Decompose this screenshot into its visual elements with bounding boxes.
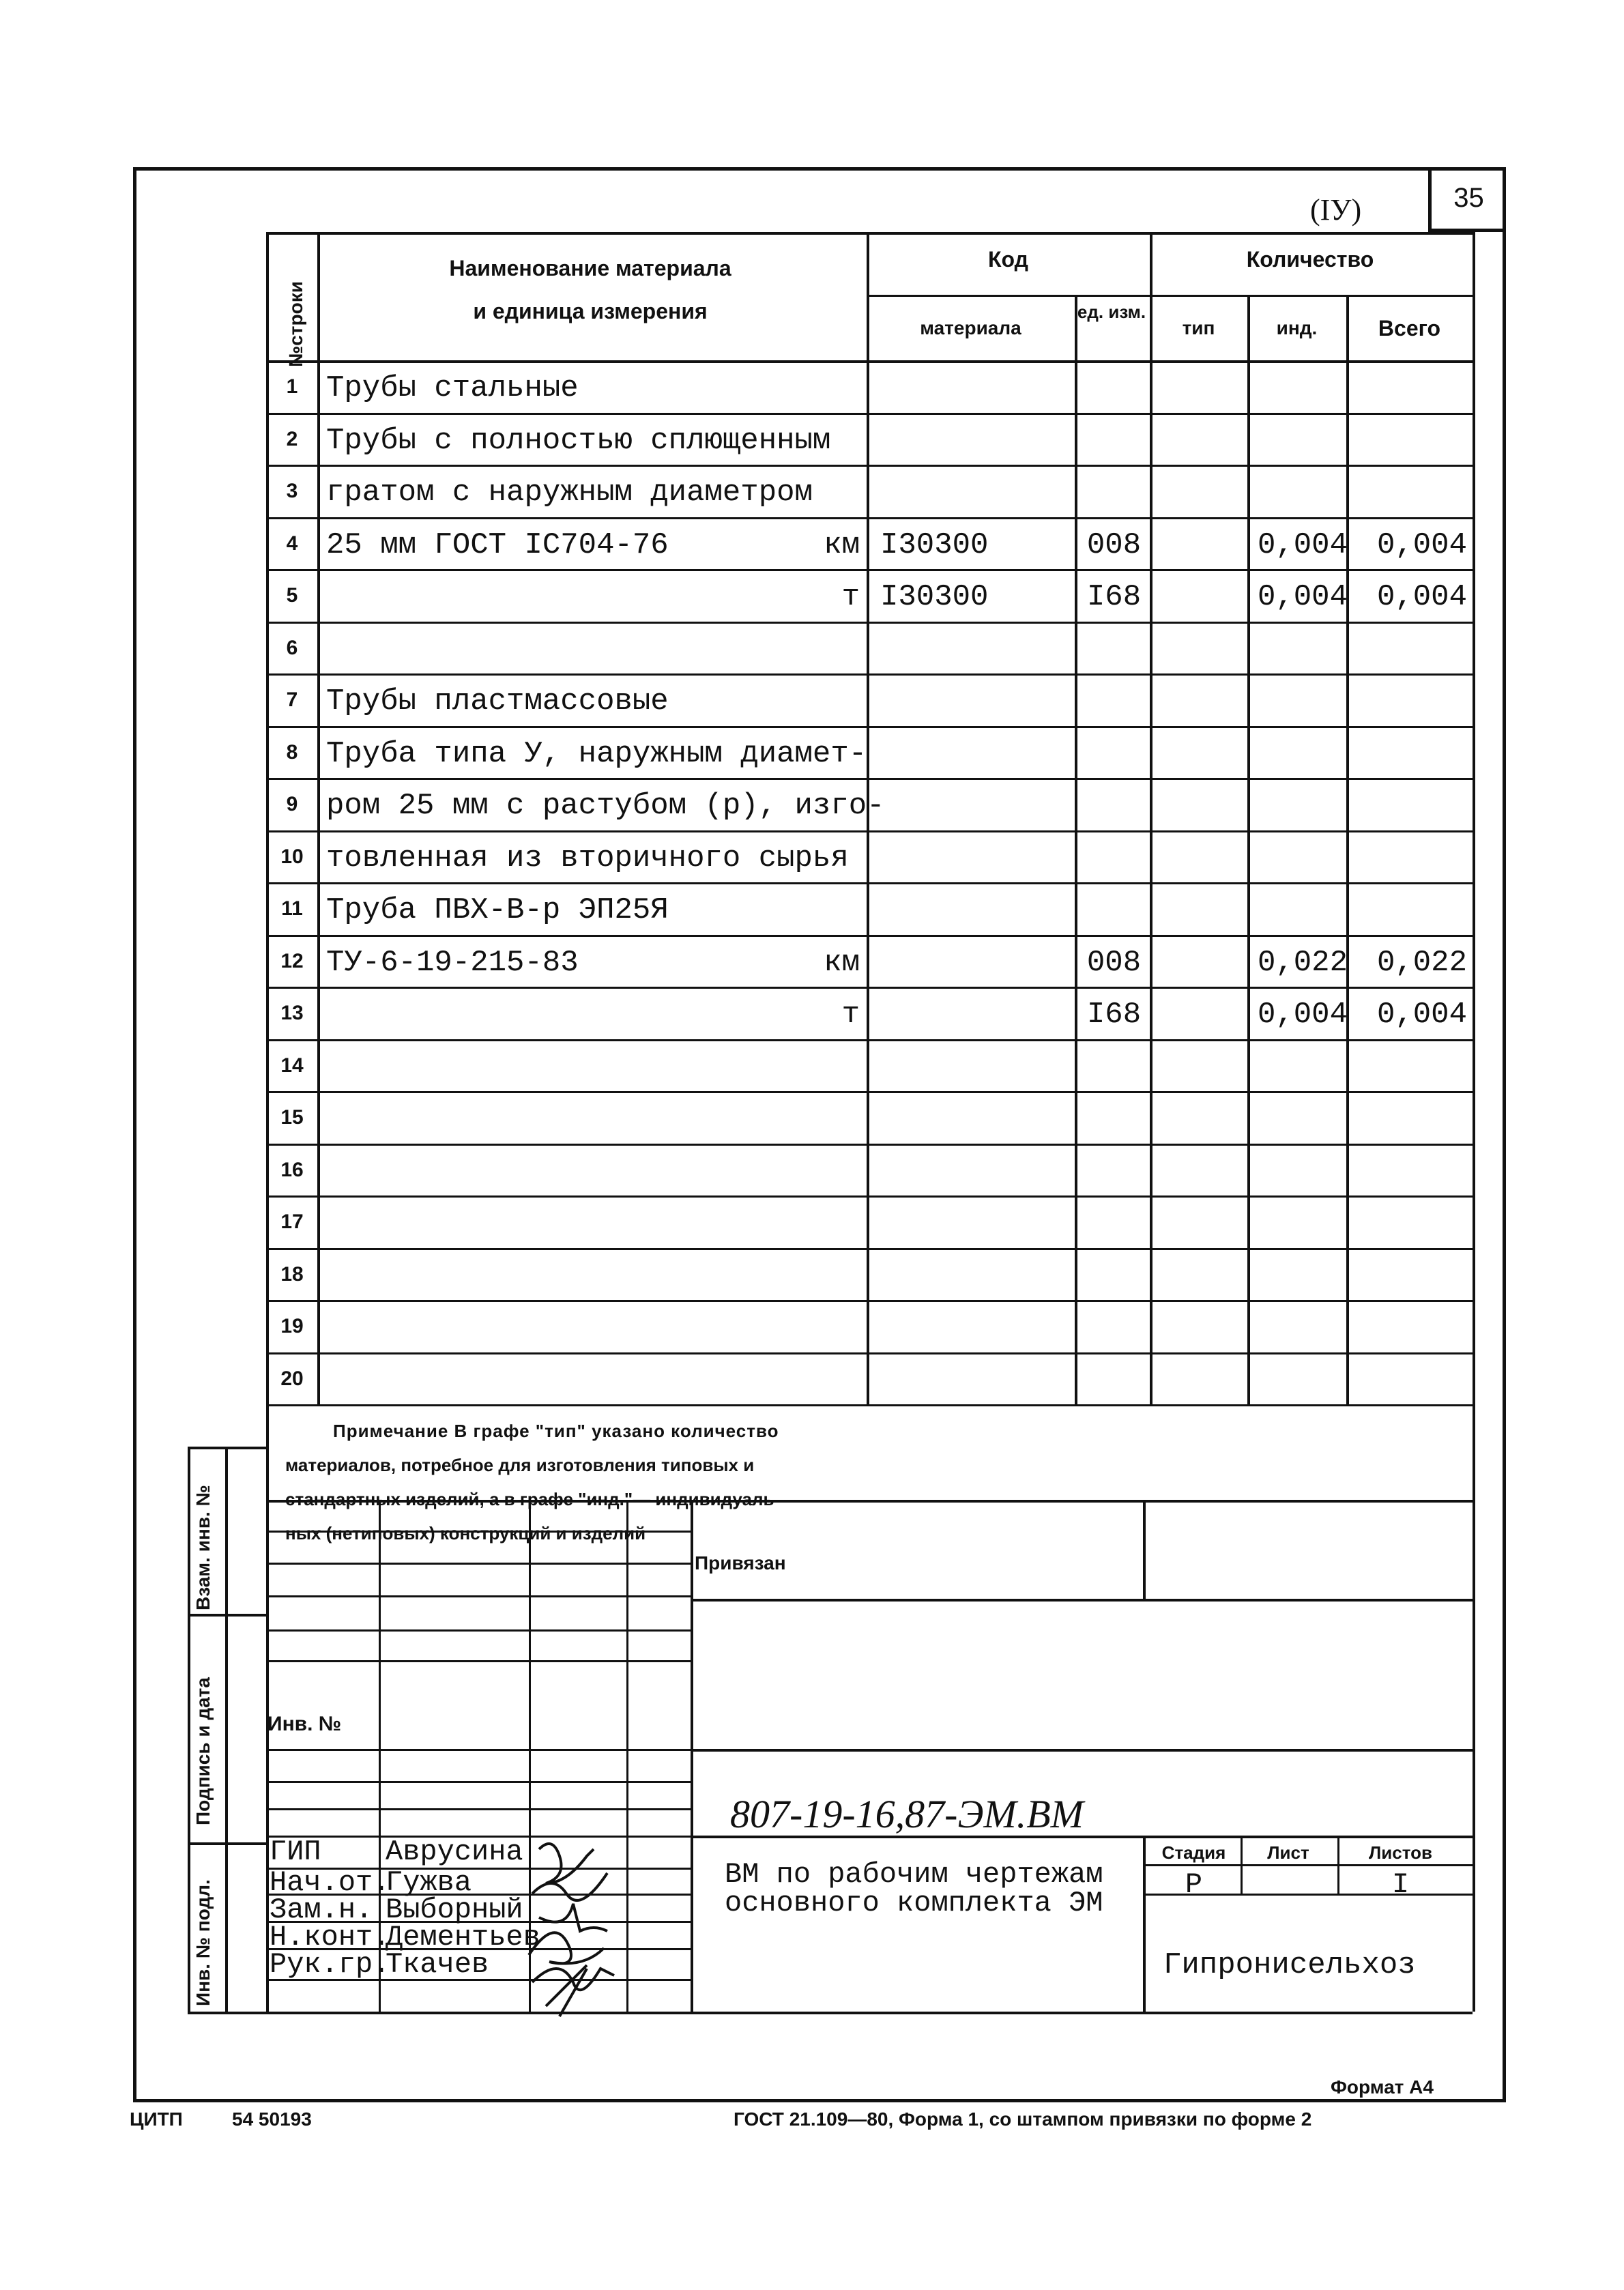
row-number: 6 xyxy=(286,636,298,659)
header-total: Всего xyxy=(1378,316,1441,340)
side-label-signature: Подпись и дата xyxy=(192,1677,214,1825)
stamp-person: Выборный xyxy=(386,1894,523,1926)
material-name: ром 25 мм с растубом (р), изго- xyxy=(326,789,885,823)
header-quantity: Количество xyxy=(1246,247,1374,272)
header-row-number: №строки xyxy=(285,281,306,367)
material-name: Трубы с полностью сплющенным xyxy=(326,423,831,458)
row-number: 19 xyxy=(280,1315,304,1337)
row-number: 10 xyxy=(280,845,304,868)
table-top-border xyxy=(266,232,1473,235)
privyazan-label: Привязан xyxy=(695,1552,786,1574)
material-name: Труба типа У, наружным диамет- xyxy=(326,736,867,771)
header-ind: инд. xyxy=(1276,317,1318,338)
stamp-row xyxy=(266,1629,691,1632)
qty-ind: 0,004 xyxy=(1257,580,1348,614)
row-number: 14 xyxy=(280,1054,304,1077)
note-line-2: материалов, потребное для изготовления типовых и xyxy=(285,1455,755,1475)
note-line-4: ных (нетиповых) конструкций и изделий xyxy=(285,1523,646,1543)
unit-code: 008 xyxy=(1086,945,1142,980)
qty-ind: 0,022 xyxy=(1257,945,1348,980)
footer-left-2: 54 50193 xyxy=(232,2108,312,2130)
sheets-label: Листов xyxy=(1369,1842,1432,1863)
header-code: Код xyxy=(988,247,1028,272)
row-number: 4 xyxy=(286,532,298,555)
row-line xyxy=(266,569,1473,571)
stamp-privyazan-bottom xyxy=(691,1599,1473,1601)
material-code: I30300 xyxy=(880,527,989,562)
material-name: Трубы пластмассовые xyxy=(326,684,669,719)
stage-left xyxy=(1143,1836,1146,2012)
stamp-person: Аврусина xyxy=(386,1836,523,1868)
sheet-label: Лист xyxy=(1267,1842,1309,1863)
material-name: Труба ПВХ-В-р ЭП25Я xyxy=(326,893,669,927)
row-number: 7 xyxy=(286,689,298,711)
row-line xyxy=(266,1404,1473,1406)
row-number: 12 xyxy=(280,949,304,972)
stamp-privyazan-right xyxy=(1143,1500,1146,1599)
organization: Гипронисельхоз xyxy=(1163,1948,1416,1982)
row-line xyxy=(266,830,1473,832)
stamp-role: Зам.н. xyxy=(270,1894,373,1926)
row-number: 1 xyxy=(286,375,298,398)
row-number: 3 xyxy=(286,480,298,502)
unit-code: I68 xyxy=(1086,580,1142,614)
unit-abbr: км xyxy=(824,527,860,562)
row-number: 9 xyxy=(286,793,298,815)
qty-total: 0,004 xyxy=(1376,527,1467,562)
row-number: 18 xyxy=(280,1262,304,1286)
row-line xyxy=(266,935,1473,937)
row-number: 20 xyxy=(280,1367,304,1390)
header-name: Наименование материала xyxy=(449,256,731,280)
row-line xyxy=(266,673,1473,676)
header-name-2: и единица измерения xyxy=(473,299,708,323)
qty-total: 0,004 xyxy=(1376,998,1467,1032)
document-title-1: ВМ по рабочим чертежам xyxy=(725,1858,1103,1891)
note-line-1: Примечание В графе "тип" указано количество xyxy=(333,1421,779,1441)
stamp-role: Н.конт. xyxy=(270,1921,390,1954)
qty-ind: 0,004 xyxy=(1257,998,1348,1032)
stamp-role: ГИП xyxy=(270,1836,321,1868)
row-line xyxy=(266,726,1473,728)
row-number: 16 xyxy=(280,1158,304,1181)
sheets-value: I xyxy=(1391,1868,1410,1901)
row-line xyxy=(266,1352,1473,1354)
row-line xyxy=(266,1091,1473,1093)
stamp-docbox-top xyxy=(691,1749,1473,1752)
stamp-person: Ткачев xyxy=(386,1948,489,1981)
row-line xyxy=(266,987,1473,989)
header-type: тип xyxy=(1182,317,1215,338)
row-line xyxy=(266,778,1473,780)
stamp-row xyxy=(266,1781,691,1783)
row-line xyxy=(266,1300,1473,1302)
side-strip-bottom xyxy=(188,2012,266,2014)
material-code: I30300 xyxy=(880,580,989,614)
row-number: 2 xyxy=(286,427,298,450)
row-line xyxy=(266,465,1473,467)
side-strip-divider xyxy=(188,1842,266,1845)
stamp-person: Гужва xyxy=(386,1866,472,1899)
material-name: 25 мм ГОСТ IС704-76 xyxy=(326,527,669,562)
side-strip-left xyxy=(188,1447,190,2012)
row-line xyxy=(266,413,1473,415)
unit-code: 008 xyxy=(1086,527,1142,562)
column-line xyxy=(1473,232,1475,1404)
stamp-col xyxy=(266,1500,268,2012)
stage-mid xyxy=(1143,1864,1473,1866)
footer-left-1: ЦИТП xyxy=(130,2108,183,2130)
side-strip-divider xyxy=(188,1614,266,1617)
stage-label: Стадия xyxy=(1161,1842,1226,1863)
header-material: материала xyxy=(920,317,1021,338)
column-line xyxy=(1247,295,1250,1404)
footer-standard: ГОСТ 21.109—80, Форма 1, со штампом привязки по форме 2 xyxy=(734,2108,1312,2130)
material-name: товленная из вторичного сырья xyxy=(326,841,849,875)
column-line xyxy=(1346,295,1349,1404)
row-line xyxy=(266,1039,1473,1041)
document-code: 807-19-16,87-ЭМ.ВМ xyxy=(730,1792,1084,1836)
stamp-row xyxy=(266,1563,691,1565)
stamp-row xyxy=(266,1749,691,1751)
sheet-code: (IУ) xyxy=(1310,193,1362,227)
side-label-inventory: Инв. № подл. xyxy=(192,1879,214,2006)
unit-abbr: км xyxy=(824,945,860,980)
material-name: Трубы стальные xyxy=(326,371,579,405)
column-line xyxy=(1075,295,1077,1404)
row-line xyxy=(266,1248,1473,1250)
stamp-role: Нач.от. xyxy=(270,1866,390,1899)
column-line xyxy=(317,232,320,1404)
stamp-bottom xyxy=(266,2012,1473,2014)
signature-scribbles xyxy=(519,1829,635,2033)
unit-abbr: т xyxy=(841,998,860,1032)
row-line xyxy=(266,1195,1473,1198)
qty-total: 0,004 xyxy=(1376,580,1467,614)
note-left xyxy=(266,1404,269,1500)
material-name: ТУ-6-19-215-83 xyxy=(326,945,579,980)
stamp-row xyxy=(266,1595,691,1597)
row-number: 17 xyxy=(280,1211,304,1233)
unit-code: I68 xyxy=(1086,998,1142,1032)
unit-abbr: т xyxy=(841,580,860,614)
document-title-2: основного комплекта ЭМ xyxy=(725,1887,1103,1919)
stamp-person: Дементьев xyxy=(386,1921,540,1954)
row-line xyxy=(266,882,1473,884)
row-number: 15 xyxy=(280,1106,304,1129)
side-label-replacement: Взам. инв. № xyxy=(192,1485,214,1610)
row-line xyxy=(266,517,1473,519)
stamp-row xyxy=(266,1660,691,1662)
column-line xyxy=(1150,232,1152,1404)
qty-total: 0,022 xyxy=(1376,945,1467,980)
note-right xyxy=(1473,1404,1475,1500)
header-bottom-line xyxy=(266,360,1473,363)
format-label: Формат А4 xyxy=(1331,2076,1434,2098)
sheet-number: 35 xyxy=(1453,182,1484,213)
qty-ind: 0,004 xyxy=(1257,527,1348,562)
stamp-col xyxy=(691,1500,693,2012)
stamp-row xyxy=(266,1808,691,1810)
row-line xyxy=(266,1144,1473,1146)
side-strip-top xyxy=(188,1447,266,1449)
stage-value: Р xyxy=(1185,1868,1203,1901)
row-number: 13 xyxy=(280,1002,304,1024)
header-mid-line xyxy=(867,295,1473,297)
stamp-role: Рук.гр. xyxy=(270,1948,390,1981)
row-number: 8 xyxy=(286,740,298,764)
stamp-right xyxy=(1473,1500,1475,2012)
header-unit: ед. изм. xyxy=(1077,302,1146,322)
row-line xyxy=(266,622,1473,624)
note-line-3: стандартных изделий, а в графе "инд."— индивидуаль xyxy=(285,1489,774,1509)
row-number: 11 xyxy=(281,897,303,920)
side-strip-mid xyxy=(225,1447,228,2012)
material-name: гратом с наружным диаметром xyxy=(326,476,813,510)
row-number: 5 xyxy=(286,584,298,607)
inv-no-label: Инв. № xyxy=(267,1713,342,1735)
